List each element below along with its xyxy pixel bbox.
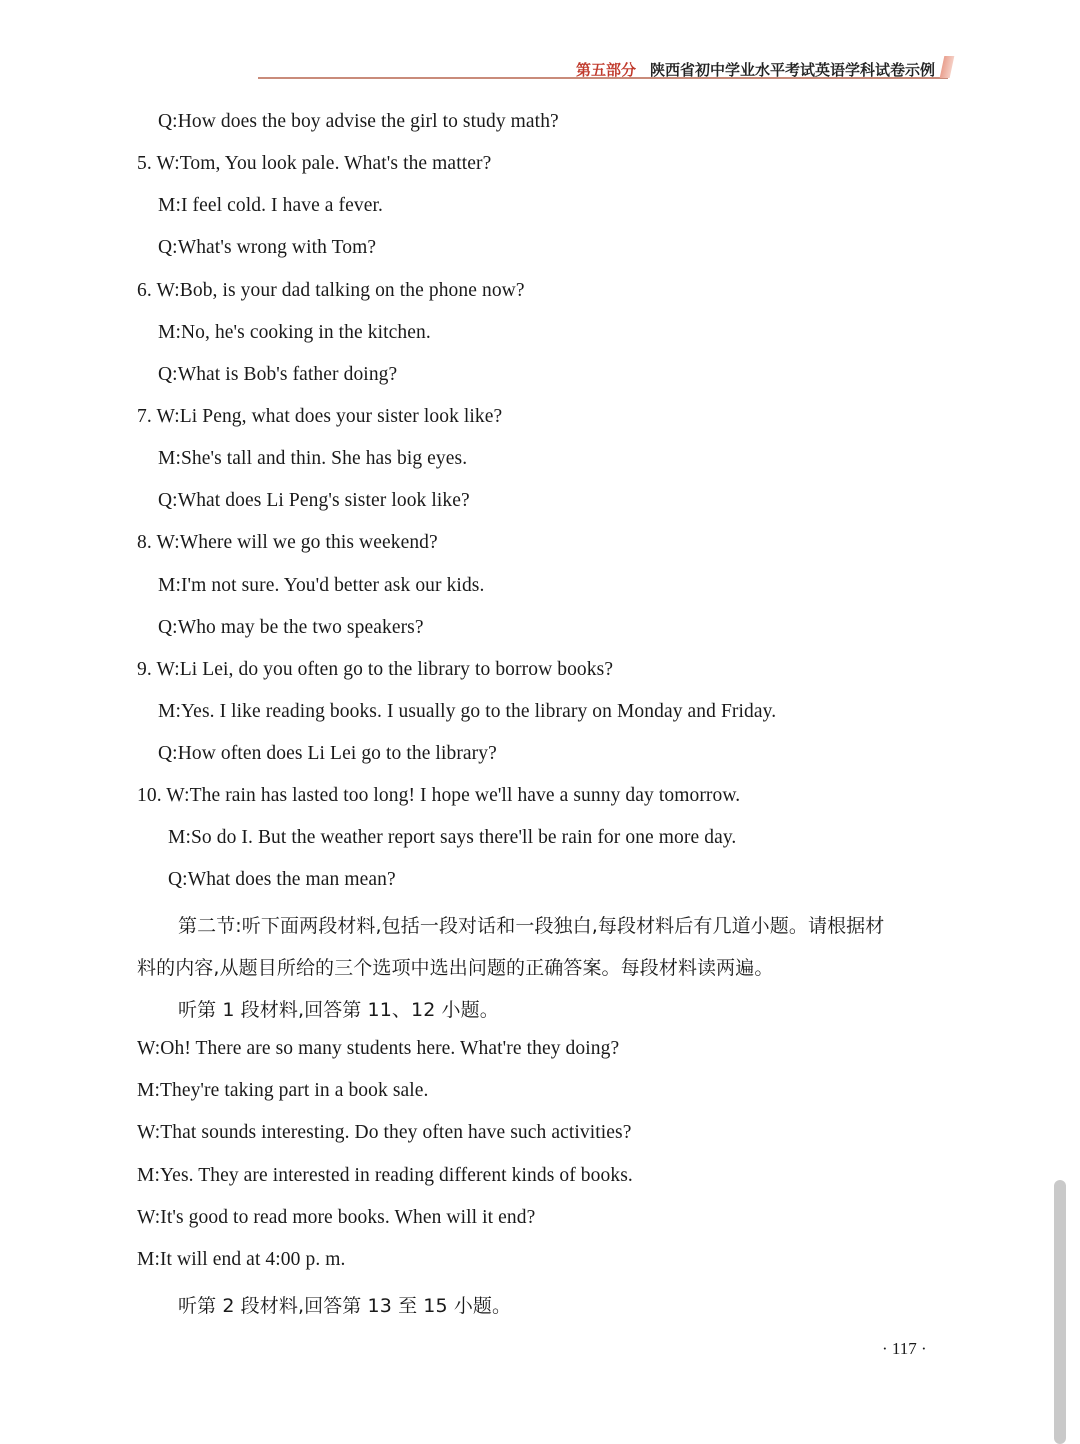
running-header xyxy=(258,52,948,82)
text-line: W:It's good to read more books. When will it end? xyxy=(137,1207,536,1228)
text-line: M:She's tall and thin. She has big eyes. xyxy=(158,448,468,469)
text-line: Q:What does the man mean? xyxy=(168,869,396,890)
text-line: Q:What's wrong with Tom? xyxy=(158,237,377,258)
section-instruction-line: 料的内容,从题目所给的三个选项中选出问题的正确答案。每段材料读两遍。 xyxy=(137,957,774,979)
text-line: M:They're taking part in a book sale. xyxy=(137,1080,429,1101)
text-line: 8. W:Where will we go this weekend? xyxy=(137,532,438,553)
page-number: · 117 · xyxy=(882,1339,927,1358)
text-line: M:So do I. But the weather report says there'll be rain for one more day. xyxy=(168,827,737,848)
text-line: M:Yes. They are interested in reading different kinds of books. xyxy=(137,1165,633,1186)
text-line: M:I feel cold. I have a fever. xyxy=(158,195,383,216)
text-line: M:It will end at 4:00 p. m. xyxy=(137,1249,346,1270)
header-title: 陕西省初中学业水平考试英语学科试卷示例 xyxy=(650,63,936,79)
text-line: M:I'm not sure. You'd better ask our kids. xyxy=(158,575,485,596)
text-line: 6. W:Bob, is your dad talking on the phone now? xyxy=(137,280,525,301)
material-heading: 听第 1 段材料,回答第 11、12 小题。 xyxy=(178,999,499,1021)
text-line: Q:Who may be the two speakers? xyxy=(158,617,424,638)
text-line: M:No, he's cooking in the kitchen. xyxy=(158,322,431,343)
header-tab-decoration xyxy=(940,56,955,78)
text-line: Q:What is Bob's father doing? xyxy=(158,364,398,385)
header-section-label: 第五部分 xyxy=(576,63,637,79)
text-line: 10. W:The rain has lasted too long! I hope we'll have a sunny day tomorrow. xyxy=(137,785,741,806)
text-line: M:Yes. I like reading books. I usually go to the library on Monday and Friday. xyxy=(158,701,777,722)
text-line: W:That sounds interesting. Do they often have such activities? xyxy=(137,1122,632,1143)
text-line: 7. W:Li Peng, what does your sister look like? xyxy=(137,406,503,427)
text-line: 9. W:Li Lei, do you often go to the library to borrow books? xyxy=(137,659,614,680)
text-line: W:Oh! There are so many students here. What're they doing? xyxy=(137,1038,620,1059)
section-instruction-line: 第二节:听下面两段材料,包括一段对话和一段独白,每段材料后有几道小题。请根据材 xyxy=(178,915,885,937)
text-line: Q:How often does Li Lei go to the library? xyxy=(158,743,497,764)
scrollbar-thumb[interactable] xyxy=(1054,1180,1066,1444)
text-line: 5. W:Tom, You look pale. What's the matter? xyxy=(137,153,492,174)
material-heading: 听第 2 段材料,回答第 13 至 15 小题。 xyxy=(178,1295,512,1317)
text-line: Q:How does the boy advise the girl to study math? xyxy=(158,111,559,132)
text-line: Q:What does Li Peng's sister look like? xyxy=(158,490,470,511)
